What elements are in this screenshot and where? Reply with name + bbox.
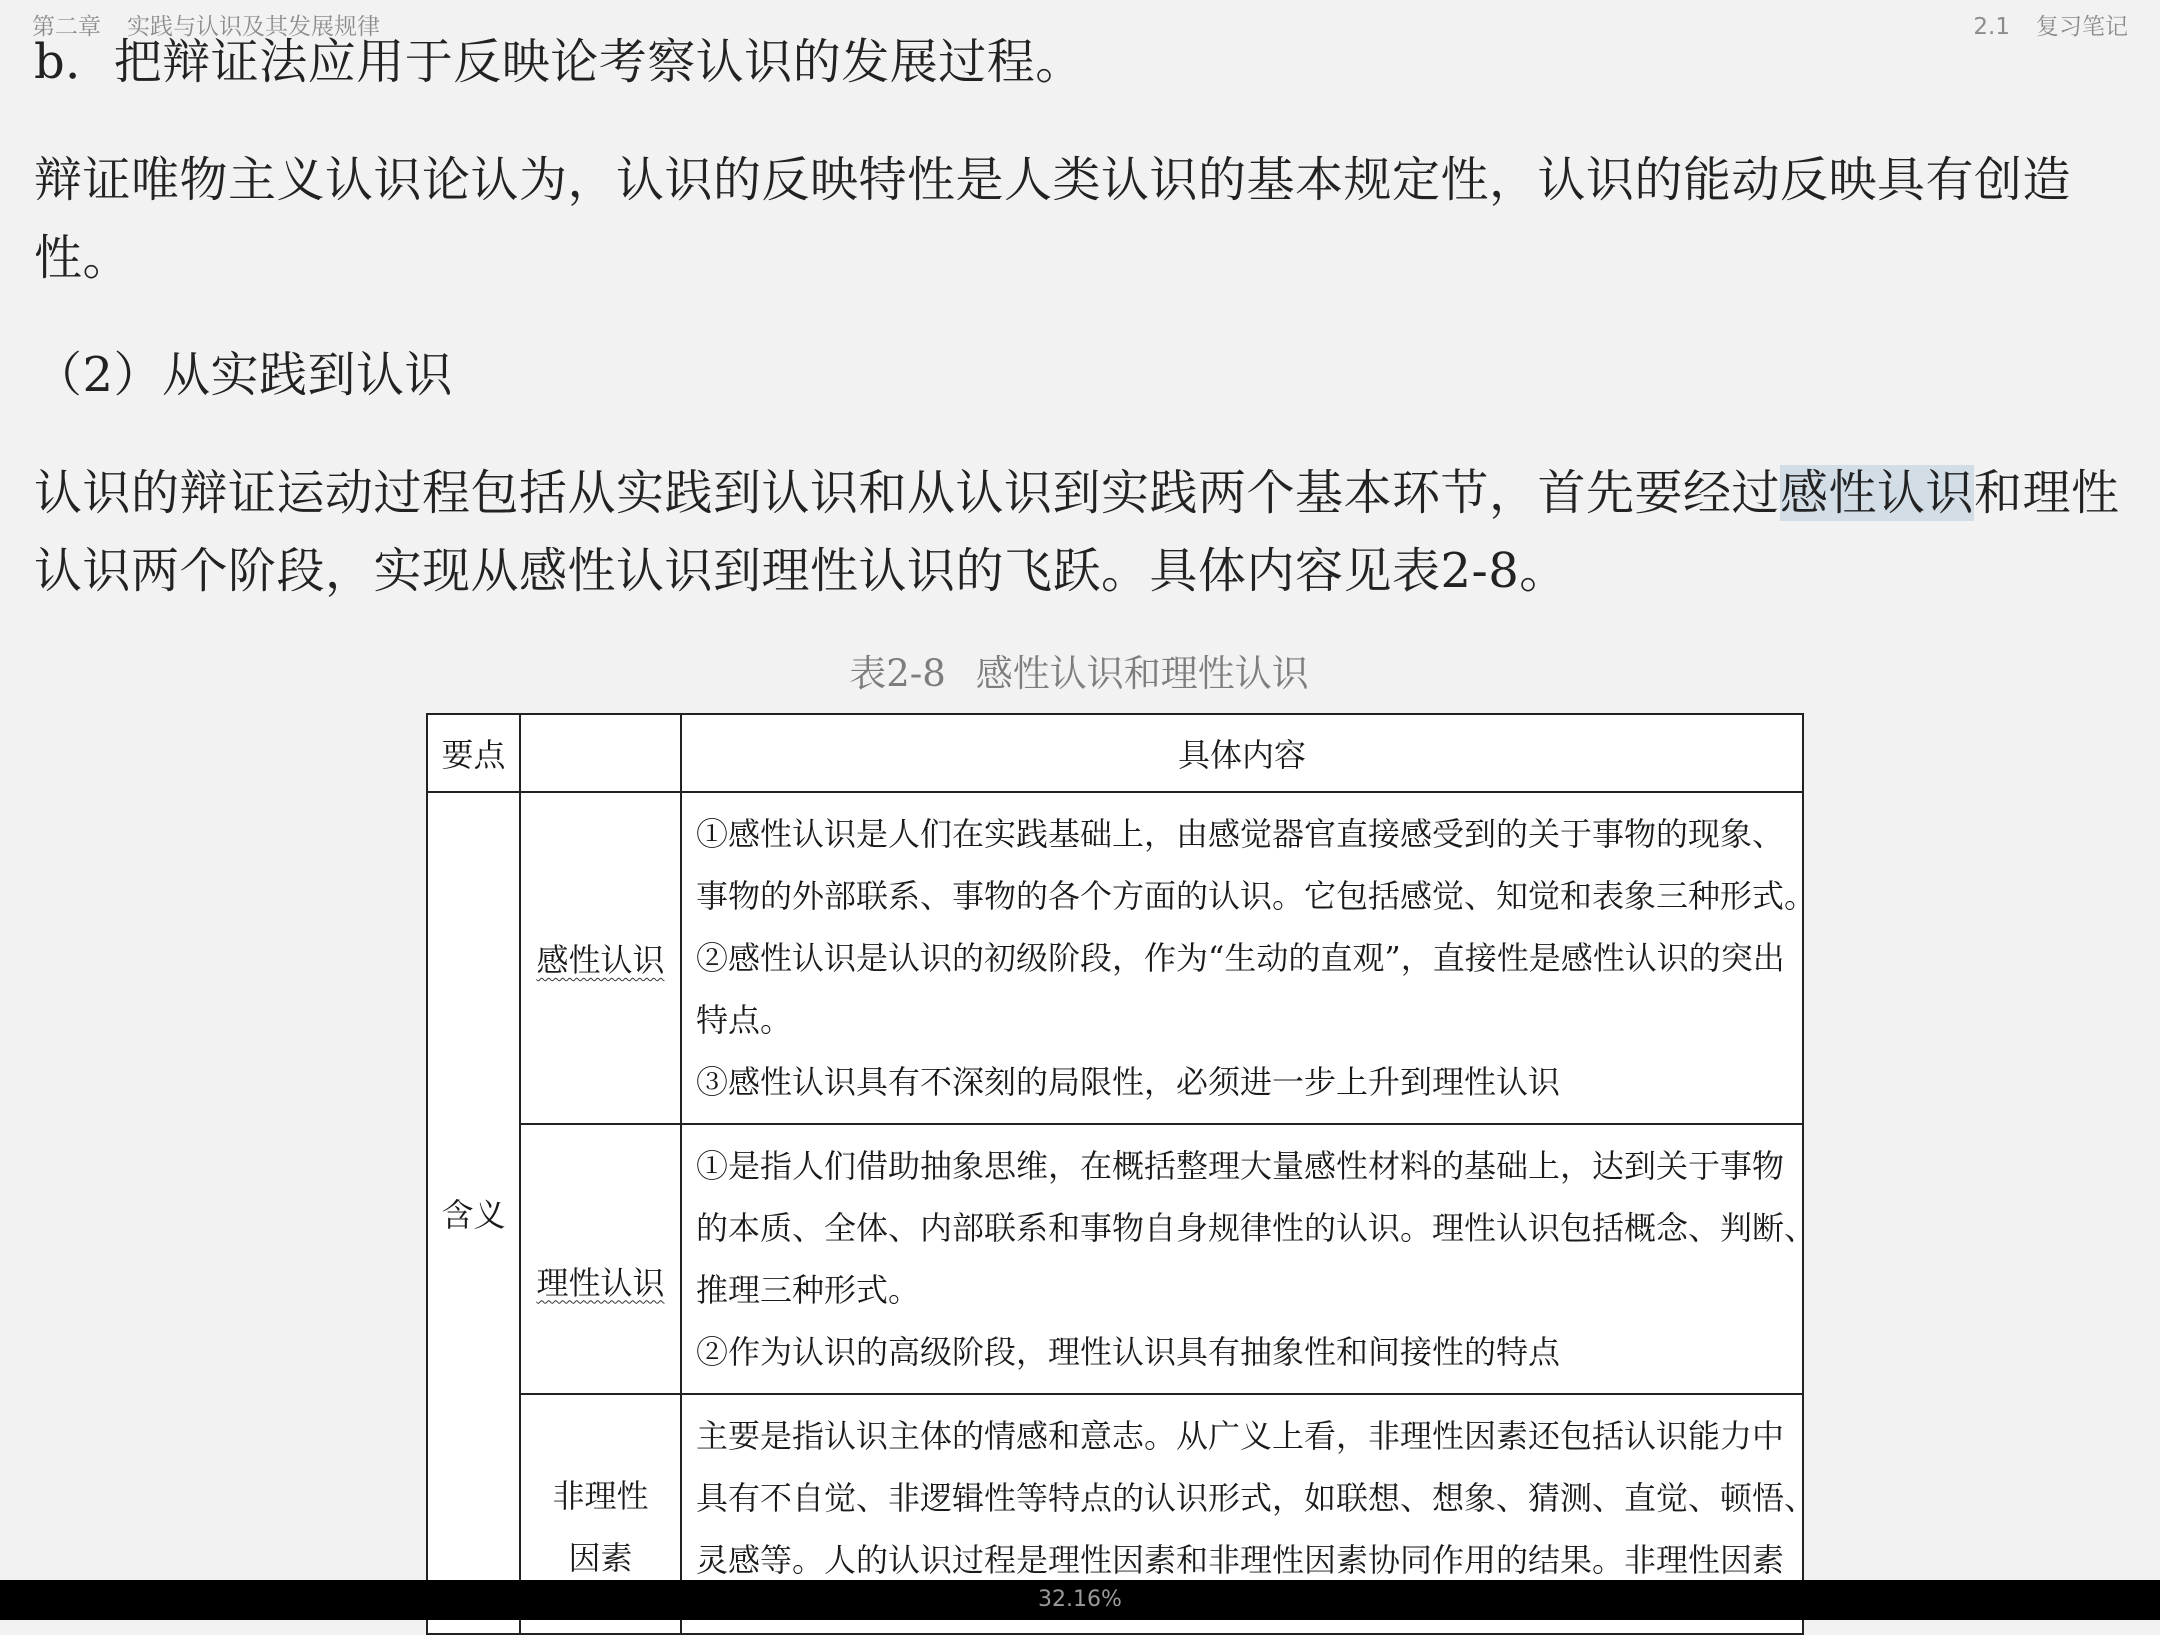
content-line: 推理三种形式。: [696, 1271, 921, 1309]
content-line: 事物的外部联系、事物的各个方面的认识。它包括感觉、知觉和表象三种形式。: [696, 877, 1817, 915]
content-line: 灵感等。人的认识过程是理性因素和非理性因素协同作用的结果。非理性因素: [696, 1541, 1785, 1579]
table-caption: [34, 643, 2124, 697]
table-caption-number: 表2-8: [849, 652, 946, 695]
content-line: 主要是指认识主体的情感和意志。从广义上看，非理性因素还包括认识能力中: [696, 1417, 1785, 1455]
term-rational[interactable]: 理性认识: [536, 1263, 665, 1302]
paragraph-dialectic: [34, 454, 2124, 610]
table-header-row: [427, 714, 1803, 792]
reading-progress-bar: [0, 1580, 2160, 1620]
table-row: [427, 1124, 1803, 1394]
term-nonrational-line1: 非理性: [552, 1477, 649, 1515]
header-empty-cell: [520, 714, 681, 792]
content-line: 特点。: [696, 1001, 793, 1039]
content-line: 的本质、全体、内部联系和事物自身规律性的认识。理性认识包括概念、判断、: [696, 1209, 1817, 1247]
section-number: 2.1: [1973, 14, 2010, 40]
content-line: ①感性认识是人们在实践基础上，由感觉器官直接感受到的关于事物的现象、: [696, 815, 1785, 853]
term-nonrational-line2: 因素: [568, 1539, 633, 1577]
table-caption-title: 感性认识和理性认识: [975, 652, 1309, 695]
term-cell: [520, 792, 681, 1124]
term-cell: [520, 1124, 681, 1394]
content-line: ②感性认识是认识的初级阶段，作为“生动的直观”，直接性是感性认识的突出: [696, 939, 1785, 977]
paragraph-reflect: 辩证唯物主义认识论认为，认识的反映特性是人类认识的基本规定性，认识的能动反映具有创造性。: [34, 152, 2072, 286]
content-cell: [681, 1124, 1817, 1394]
content-line: ③感性认识具有不深刻的局限性，必须进一步上升到理性认识: [696, 1063, 1561, 1101]
term-perceptual[interactable]: 感性认识: [536, 941, 665, 979]
content-cell: [681, 792, 1817, 1124]
content-line: 具有不自觉、非逻辑性等特点的认识形式，如联想、想象、猜测、直觉、顿悟、: [696, 1479, 1817, 1517]
content-line: ②作为认识的高级阶段，理性认识具有抽象性和间接性的特点: [696, 1333, 1561, 1371]
group-label-cell: 含义: [427, 792, 520, 1634]
chapter-title: 实践与认识及其发展规律: [127, 14, 380, 40]
paragraph-b: b．把辩证法应用于反映论考察认识的发展过程。: [34, 34, 1084, 90]
chapter-number: 第二章: [32, 14, 101, 40]
header-content-cell: 具体内容: [681, 714, 1803, 792]
highlighted-text[interactable]: 感性认识: [1780, 465, 1975, 521]
header-point-cell: 要点: [427, 714, 520, 792]
reading-progress-text: 32.16%: [1038, 1587, 1122, 1612]
content-line: ①是指人们借助抽象思维，在概括整理大量感性材料的基础上，达到关于事物: [696, 1147, 1785, 1185]
comparison-table: [426, 713, 1817, 1635]
table-row: [427, 792, 1803, 1124]
section-title: 复习笔记: [2036, 14, 2128, 40]
heading-from-practice-to-cognition: （2）从实践到认识: [34, 347, 454, 403]
paragraph-dialectic-text: 认识的辩证运动过程包括从实践到认识和从认识到实践两个基本环节，首先要经过: [34, 465, 1781, 521]
paragraph-dialectic-text-end: 和理性认识两个阶段，实现从感性认识到理性认识的飞跃。具体内容见表2-8。: [34, 465, 2120, 599]
